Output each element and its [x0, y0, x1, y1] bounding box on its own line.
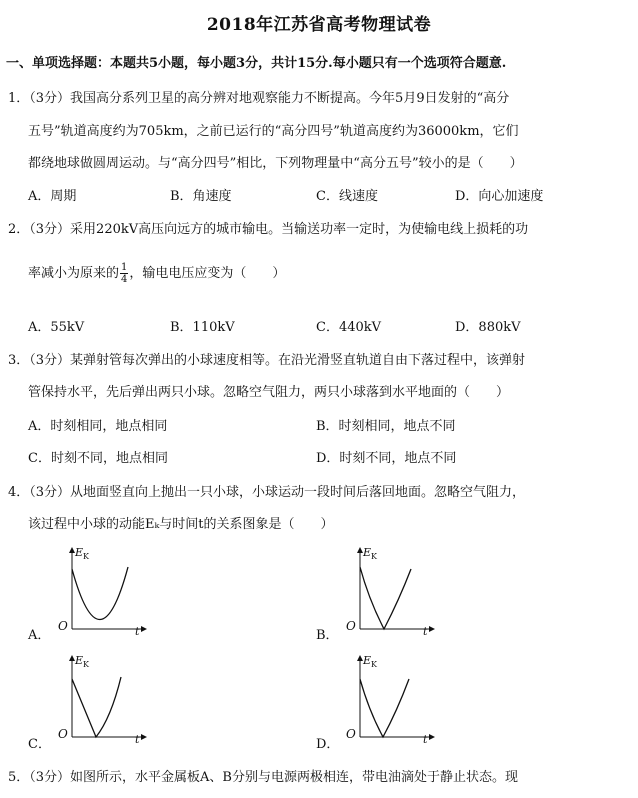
paper-title: 2018年江苏省高考物理试卷 — [206, 15, 432, 35]
graph-b-x-arrow — [429, 626, 435, 632]
q1-option-c: C．线速度 — [316, 189, 378, 204]
graph-d-x-arrow — [429, 734, 435, 740]
graph-b-curve — [360, 567, 411, 629]
graph-c-t-label: t — [135, 733, 140, 746]
q2-line-1: 2．（3分）采用220kV高压向远方的城市输电。当输送功率一定时，为使输电线上损耗的功 — [8, 222, 529, 237]
graph-d — [343, 653, 443, 757]
graph-a-y-label: $E_K$ — [75, 546, 90, 562]
graph-c-option-label: C． — [28, 737, 51, 752]
graph-b — [343, 545, 443, 649]
q4-line-1: 4．（3分）从地面竖直向上抛出一只小球，小球运动一段时间后落回地面。忽略空气阻力， — [8, 485, 526, 500]
fraction-one-quarter — [120, 262, 128, 285]
fraction-numerator: 1 — [121, 262, 128, 273]
graph-d-svg — [343, 653, 443, 753]
graph-a-curve — [72, 567, 128, 620]
graph-a-option-label: A． — [28, 628, 51, 643]
q2-line-2-pre: 率减小为原来的 — [28, 266, 120, 281]
q1-option-b: B．角速度 — [170, 189, 232, 204]
graph-d-t-label: t — [423, 733, 428, 746]
graph-c — [55, 653, 155, 757]
q2-option-b: B．110kV — [170, 320, 235, 335]
graph-d-option-label: D． — [316, 737, 340, 752]
q3-option-d: D．时刻不同，地点不同 — [316, 451, 457, 466]
q2-line-2-post: ，输电电压应变为（ ） — [129, 266, 286, 281]
q3-option-b: B．时刻相同，地点不同 — [316, 419, 456, 434]
graph-b-t-label: t — [423, 625, 428, 638]
q4-line-2: 该过程中小球的动能Eₖ与时间t的关系图象是（ ） — [28, 517, 334, 532]
fraction-denominator: 4 — [121, 274, 128, 285]
q2-option-d: D．880kV — [455, 320, 521, 335]
q1-option-d: D．向心加速度 — [455, 189, 544, 204]
q1-line-3: 都绕地球做圆周运动。与“高分四号”相比，下列物理量中“高分五号”较小的是（ ） — [28, 156, 523, 171]
graph-c-origin: O — [58, 727, 68, 741]
q5-line-1: 5．（3分）如图所示，水平金属板A、B分别与电源两极相连，带电油滴处于静止状态。现 — [8, 770, 518, 785]
q3-line-1: 3．（3分）某弹射管每次弹出的小球速度相等。在沿光滑竖直轨道自由下落过程中，该弹射 — [8, 353, 526, 368]
graph-d-y-label: $E_K$ — [363, 654, 378, 670]
graph-c-svg — [55, 653, 155, 753]
graph-c-x-arrow — [141, 734, 147, 740]
graph-a-x-arrow — [141, 626, 147, 632]
section-heading: 一、单项选择题：本题共5小题，每小题3分，共计15分.每小题只有一个选项符合题意. — [6, 56, 507, 71]
graph-a-t-label: t — [135, 625, 140, 638]
q1-option-a: A．周期 — [28, 189, 77, 204]
graph-c-y-label: $E_K$ — [75, 654, 90, 670]
q1-line-2: 五号”轨道高度约为705km，之前已运行的“高分四号”轨道高度约为36000km，它们 — [28, 124, 519, 139]
q1-line-1: 1．（3分）我国高分系列卫星的高分辨对地观察能力不断提高。今年5月9日发射的“高分 — [8, 91, 510, 106]
graph-c-curve — [72, 677, 121, 737]
q3-option-c: C．时刻不同，地点相同 — [28, 451, 168, 466]
q2-line-2 — [28, 262, 285, 285]
graph-b-svg — [343, 545, 443, 645]
graph-a-origin: O — [58, 619, 68, 633]
graph-b-y-label: $E_K$ — [363, 546, 378, 562]
graph-d-curve — [360, 679, 409, 737]
graph-b-origin: O — [346, 619, 356, 633]
q3-option-a: A．时刻相同，地点相同 — [28, 419, 168, 434]
graph-a-svg — [55, 545, 155, 645]
q2-option-c: C．440kV — [316, 320, 382, 335]
q3-line-2: 管保持水平，先后弹出两只小球。忽略空气阻力，两只小球落到水平地面的（ ） — [28, 385, 510, 400]
graph-a — [55, 545, 155, 649]
graph-b-option-label: B． — [316, 628, 339, 643]
graph-d-origin: O — [346, 727, 356, 741]
q2-option-a: A．55kV — [28, 320, 85, 335]
